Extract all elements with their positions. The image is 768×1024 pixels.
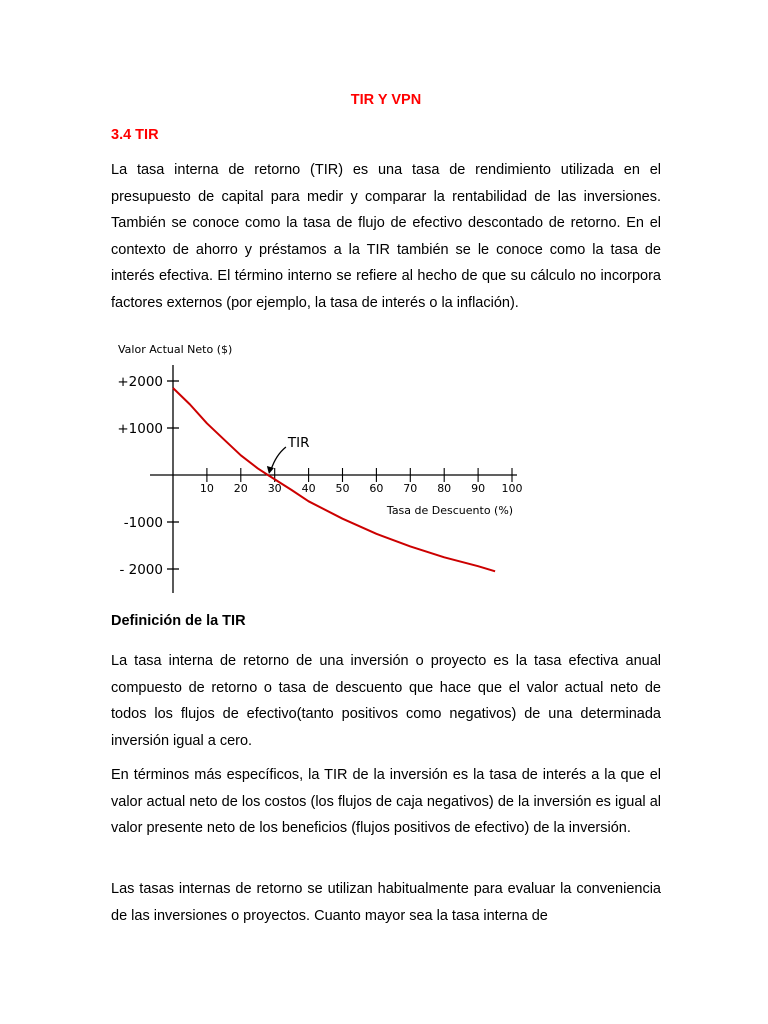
x-tick-label: 80 [437,482,452,495]
x-tick-label: 20 [233,482,248,495]
npv-curve [173,388,495,571]
x-tick-label: 60 [369,482,384,495]
x-tick-label: 40 [301,482,316,495]
document-title: TIR Y VPN [350,92,422,108]
tir-arrow-head [267,466,274,474]
x-tick-label: 30 [267,482,282,495]
y-tick-label: +1000 [117,421,163,437]
tir-arrow [271,447,286,470]
x-tick-label: 10 [199,482,214,495]
npv-chart [110,335,530,595]
section-heading: 3.4 TIR [111,127,159,143]
x-axis-title: Tasa de Descuento (%) [386,504,514,517]
x-tick-label: 90 [471,482,486,495]
y-tick-label: - 2000 [119,562,163,578]
x-tick-label: 100 [501,482,523,495]
y-axis-title: Valor Actual Neto ($) [118,343,233,356]
paragraph-definition: La tasa interna de retorno de una inversión o proyecto es la tasa efectiva anual compuesto de retorno o tasa de descuento que hace que el valor actual neto de todos los flujos de efectivo(tanto positivos como negativos) de una determinada inversión igual a cero. [111,653,661,749]
x-tick-label: 50 [335,482,350,495]
y-tick-label: -1000 [123,515,163,531]
tir-annotation-label: TIR [287,435,310,451]
paragraph-usage: Las tasas internas de retorno se utilizan habitualmente para evaluar la conveniencia de las inversiones o proyectos. Cuanto mayor sea la tasa interna de [111,881,661,924]
paragraph-intro: La tasa interna de retorno (TIR) es una tasa de rendimiento utilizada en el presupuesto de capital para medir y comparar la rentabilidad de las inversiones. También se conoce como la tasa de flujo de efectivo descontado de retorno. En el contexto de ahorro y préstamos a la TIR también se le conoce como la tasa de interés efectiva. El término interno se refiere al hecho de que su cálculo no incorpora factores externos (por ejemplo, la tasa de interés o la inflación). [111,162,661,311]
paragraph-specifics: En términos más específicos, la TIR de la inversión es la tasa de interés a la que el valor actual neto de los costos (los flujos de caja negativos) de la inversión es igual al valor presente neto de los beneficios (flujos positivos de efectivo) de la inversión. [111,767,661,837]
definition-heading: Definición de la TIR [111,613,246,629]
y-tick-label: +2000 [117,374,163,390]
x-tick-label: 70 [403,482,418,495]
